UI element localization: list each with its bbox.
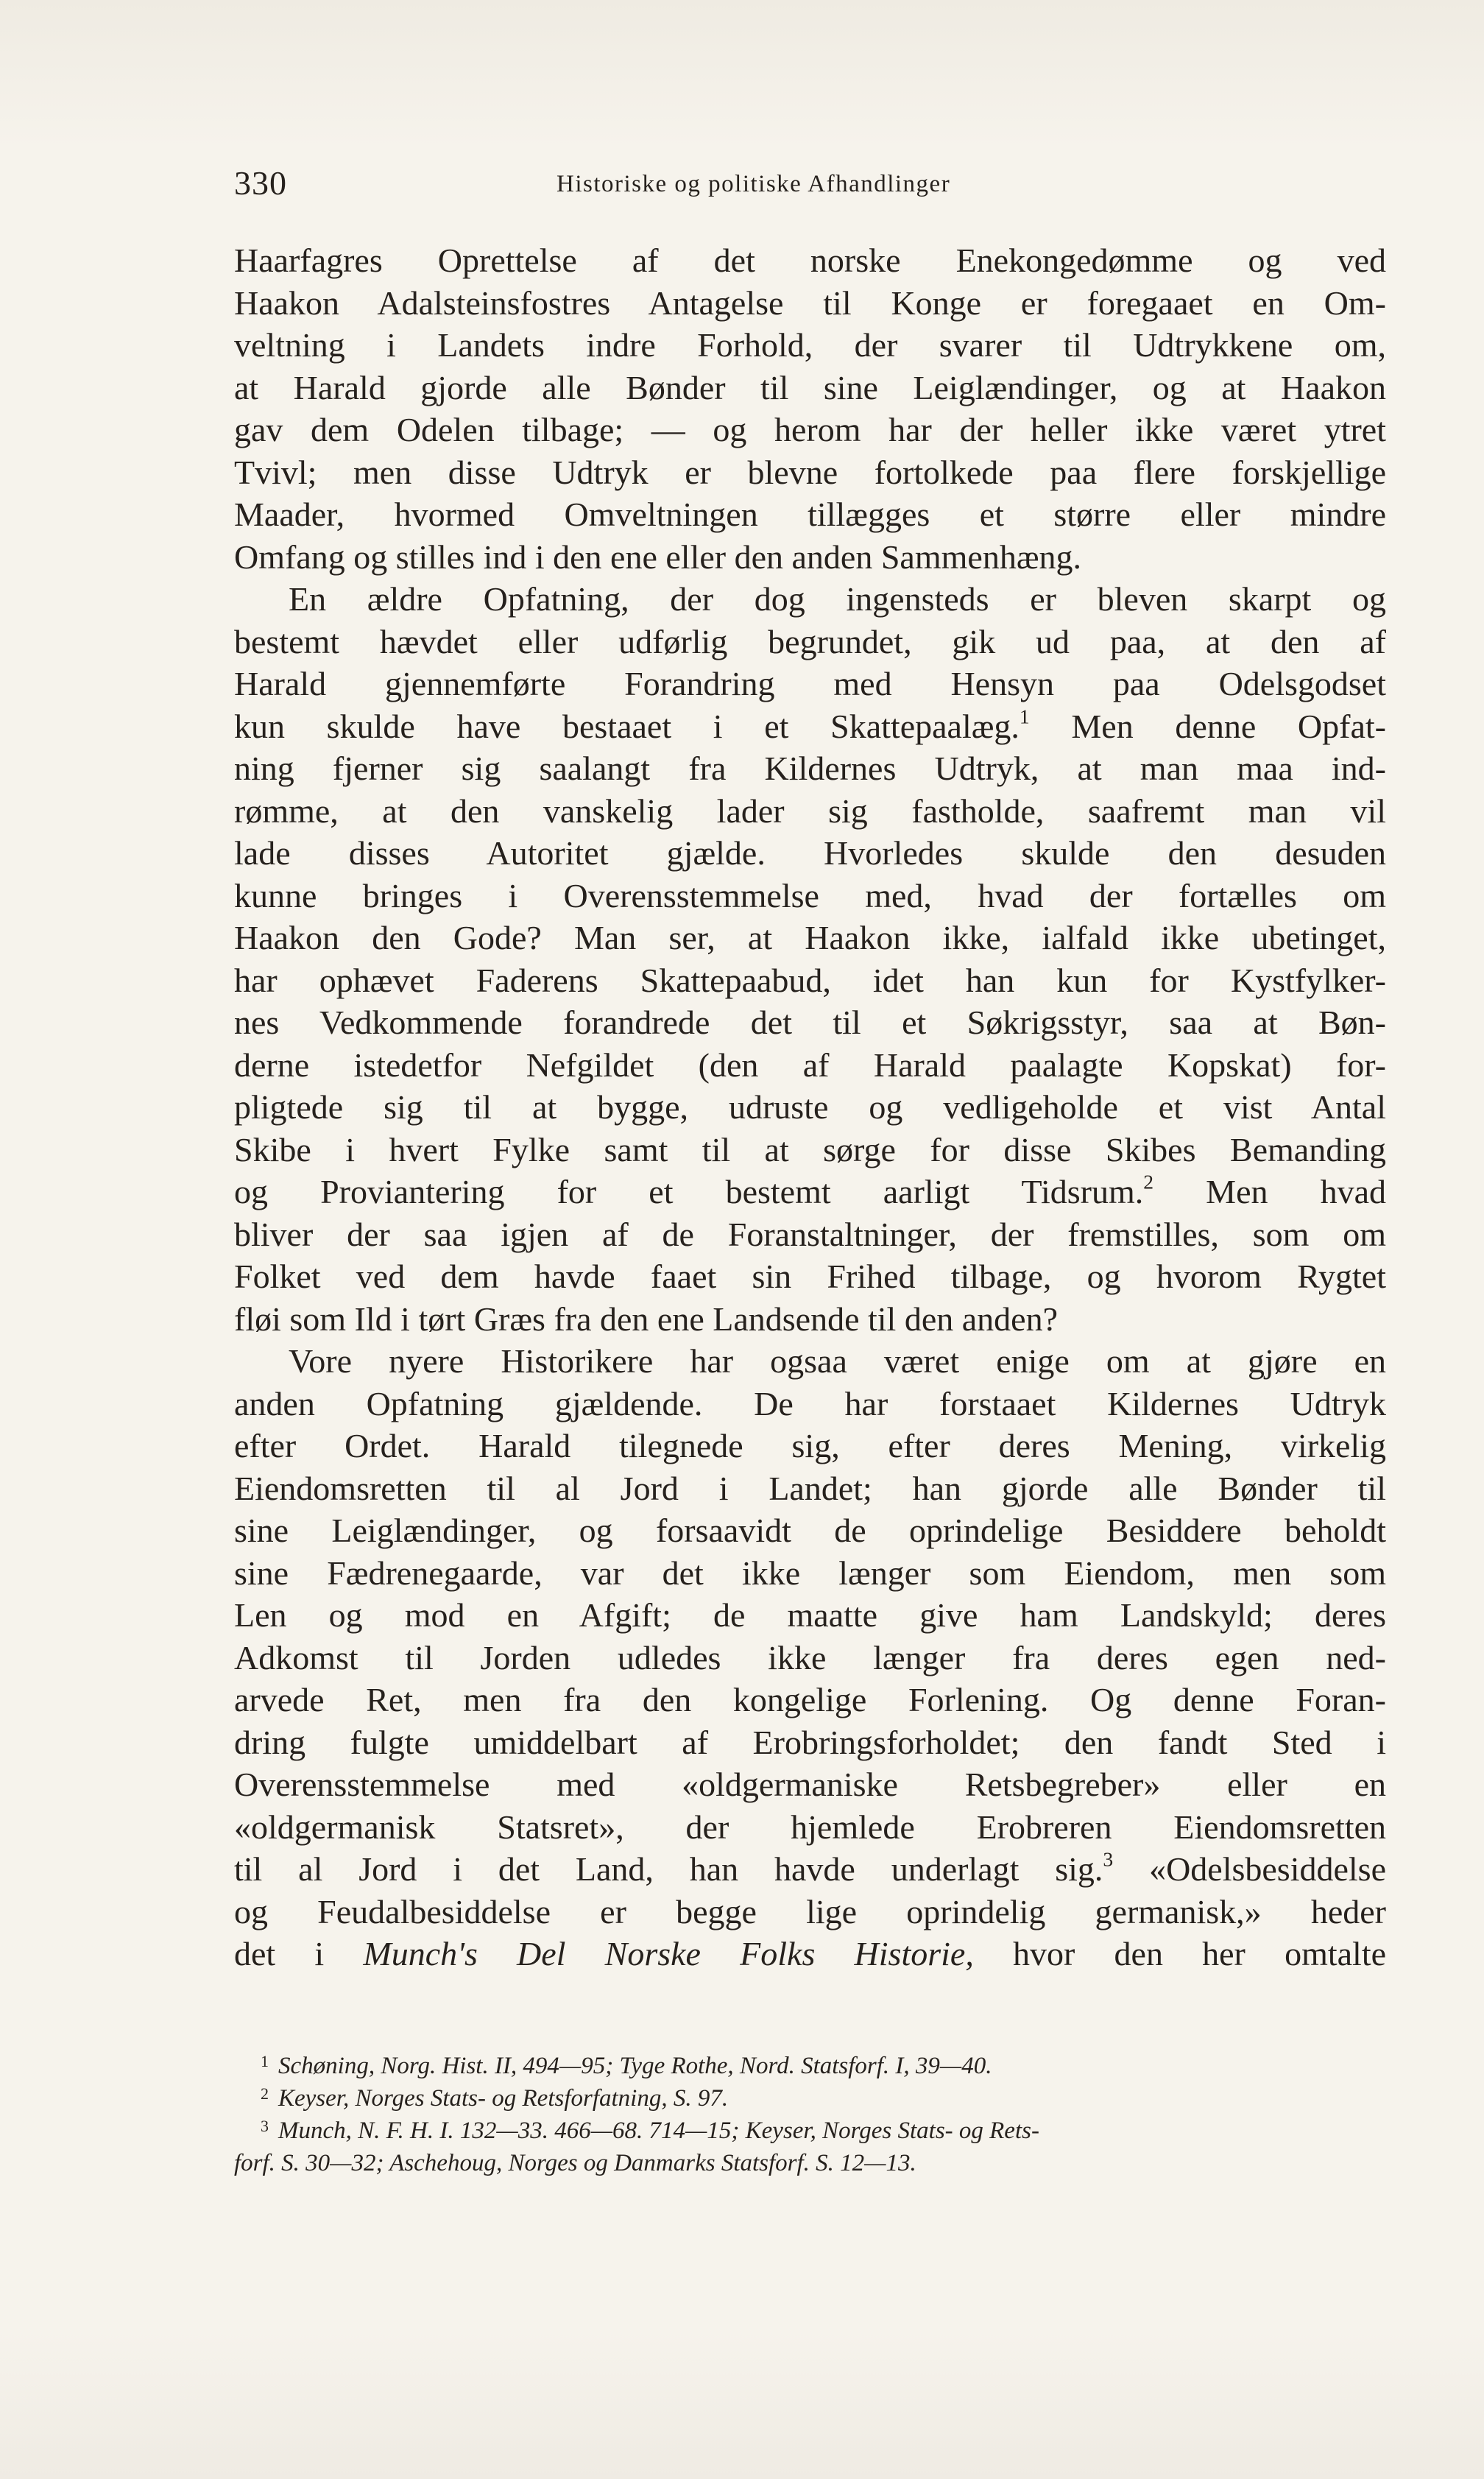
text-line: Haakon den Gode? Man ser, at Haakon ikke, ialfald ikke ubetinget,	[234, 919, 1386, 956]
text-line: nes Vedkommende forandrede det til et Søkrigsstyr, saa at Bøn-	[234, 1004, 1386, 1041]
body-text	[234, 239, 1386, 1975]
text-line: Tvivl; men disse Udtryk er blevne fortolkede paa flere forskjellige	[234, 453, 1386, 491]
text-line: En ældre Opfatning, der dog ingensteds er bleven skarpt og	[289, 580, 1386, 618]
text-line: Adkomst til Jorden udledes ikke længer fra deres egen ned-	[234, 1638, 1386, 1676]
text-line: Maader, hvormed Omveltningen tillægges et større eller mindre	[234, 496, 1386, 533]
text-segment: det i	[234, 1935, 325, 1972]
text-line: rømme, at den vanskelig lader sig fastholde, saafremt man vil	[234, 791, 1386, 830]
text-line: Skibe i hvert Fylke samt til at sørge for disse Skibes Bemanding	[234, 1130, 1386, 1168]
paragraph-2	[234, 578, 1386, 1340]
text-segment: Men denne Opfat-	[1071, 707, 1386, 745]
text-line	[234, 1848, 1386, 1891]
text-line: Haakon Adalsteinsfostres Antagelse til Konge er foregaaet en Om-	[234, 283, 1386, 322]
page-header	[234, 163, 1386, 208]
footnote-ref-2[interactable]: 2	[1143, 1170, 1154, 1193]
text-line: har ophævet Faderens Skattepaabud, idet han kun for Kystfylker-	[234, 961, 1386, 999]
footnote-text: forf. S. 30—32; Aschehoug, Norges og Danmarks Statsforf. S. 12—13.	[234, 2150, 916, 2176]
footnote-text: Keyser, Norges Stats- og Retsforfatning, S. 97.	[278, 2085, 729, 2112]
text-line: bliver der saa igjen af de Foranstaltninger, der fremstilles, som om	[234, 1215, 1386, 1253]
text-line: at Harald gjorde alle Bønder til sine Leiglændinger, og at Haakon	[234, 368, 1386, 406]
footnote-ref-1[interactable]: 1	[1019, 705, 1030, 728]
text-line: «oldgermanisk Statsret», der hjemlede Erobreren Eiendomsretten	[234, 1808, 1386, 1846]
text-line: Overensstemmelse med «oldgermaniske Retsbegreber» eller en	[234, 1766, 1386, 1803]
paragraph-3	[234, 1340, 1386, 1975]
text-line: Omfang og stilles ind i den ene eller den anden Sammenhæng.	[234, 537, 1082, 576]
text-line: gav dem Odelen tilbage; — og herom har der heller ikke været ytret	[234, 411, 1386, 448]
footnote-3	[234, 2115, 1386, 2147]
text-line: Haarfagres Oprettelse af det norske Enekongedømme og ved	[234, 241, 1386, 279]
text-line: Vore nyere Historikere har ogsaa været enige om at gjøre en	[289, 1342, 1386, 1380]
text-segment: «Odelsbesiddelse	[1149, 1850, 1386, 1888]
text-line	[234, 1171, 1386, 1213]
text-line: bestemt hævdet eller udførlig begrundet, gik ud paa, at den af	[234, 622, 1386, 660]
footnote-2	[234, 2082, 1386, 2115]
footnote-3-continuation	[234, 2147, 1386, 2179]
text-line: arvede Ret, men fra den kongelige Forlening. Og denne Foran-	[234, 1681, 1386, 1718]
book-title: Munch's Del Norske Folks Historie,	[363, 1935, 974, 1972]
text-line: Eiendomsretten til al Jord i Landet; han gjorde alle Bønder til	[234, 1469, 1386, 1507]
text-line: anden Opfatning gjældende. De har forstaaet Kildernes Udtryk	[234, 1384, 1386, 1422]
text-line: veltning i Landets indre Forhold, der svarer til Udtrykkene om,	[234, 326, 1386, 364]
text-segment: til al Jord i det Land, han havde underlagt sig.	[234, 1850, 1103, 1888]
footnotes	[234, 2050, 1386, 2179]
text-line: fløi som Ild i tørt Græs fra den ene Landsende til den anden?	[234, 1300, 1059, 1338]
page-number: 330	[234, 164, 287, 202]
footnote-1	[234, 2050, 1386, 2082]
footnote-number: 3	[261, 2117, 269, 2135]
text-line: kunne bringes i Overensstemmelse med, hvad der fortælles om	[234, 876, 1386, 914]
text-line: lade disses Autoritet gjælde. Hvorledes skulde den desuden	[234, 834, 1386, 872]
text-line: og Feudalbesiddelse er begge lige oprindelig germanisk,» heder	[234, 1892, 1386, 1930]
text-line: efter Ordet. Harald tilegnede sig, efter deres Mening, virkelig	[234, 1427, 1386, 1464]
text-line: derne istedetfor Nefgildet (den af Harald paalagte Kopskat) for-	[234, 1045, 1386, 1084]
footnote-number: 2	[261, 2084, 269, 2103]
text-segment: hvor den her omtalte	[1013, 1935, 1387, 1972]
footnote-ref-3[interactable]: 3	[1103, 1847, 1114, 1871]
text-line	[234, 705, 1386, 748]
text-line: Folket ved dem havde faaet sin Frihed tilbage, og hvorom Rygtet	[234, 1258, 1386, 1295]
paragraph-1	[234, 239, 1386, 578]
text-line: Harald gjennemførte Forandring med Hensyn paa Odelsgodset	[234, 665, 1386, 702]
text-line: Len og mod en Afgift; de maatte give ham Landskyld; deres	[234, 1596, 1386, 1634]
text-line: dring fulgte umiddelbart af Erobringsforholdet; den fandt Sted i	[234, 1723, 1386, 1761]
text-line: sine Fædrenegaarde, var det ikke længer som Eiendom, men som	[234, 1554, 1386, 1592]
text-segment: Men hvad	[1206, 1173, 1386, 1210]
running-title: Historiske og politiske Afhandlinger	[556, 171, 951, 197]
text-line: pligtede sig til at bygge, udruste og vedligeholde et vist Antal	[234, 1088, 1386, 1126]
text-segment: og Proviantering for et bestemt aarligt Tidsrum.	[234, 1173, 1144, 1210]
text-line: sine Leiglændinger, og forsaavidt de oprindelige Besiddere beholdt	[234, 1512, 1386, 1549]
footnote-number: 1	[261, 2052, 269, 2070]
text-line	[234, 1933, 1386, 1975]
footnote-text: Munch, N. F. H. I. 132—33. 466—68. 714—15; Keyser, Norges Stats- og Rets-	[278, 2117, 1039, 2144]
text-segment: kun skulde have bestaaet i et Skattepaalæg.	[234, 707, 1020, 745]
footnote-text: Schøning, Norg. Hist. II, 494—95; Tyge Rothe, Nord. Statsforf. I, 39—40.	[278, 2053, 992, 2079]
text-line: ning fjerner sig saalangt fra Kildernes Udtryk, at man maa ind-	[234, 750, 1386, 787]
